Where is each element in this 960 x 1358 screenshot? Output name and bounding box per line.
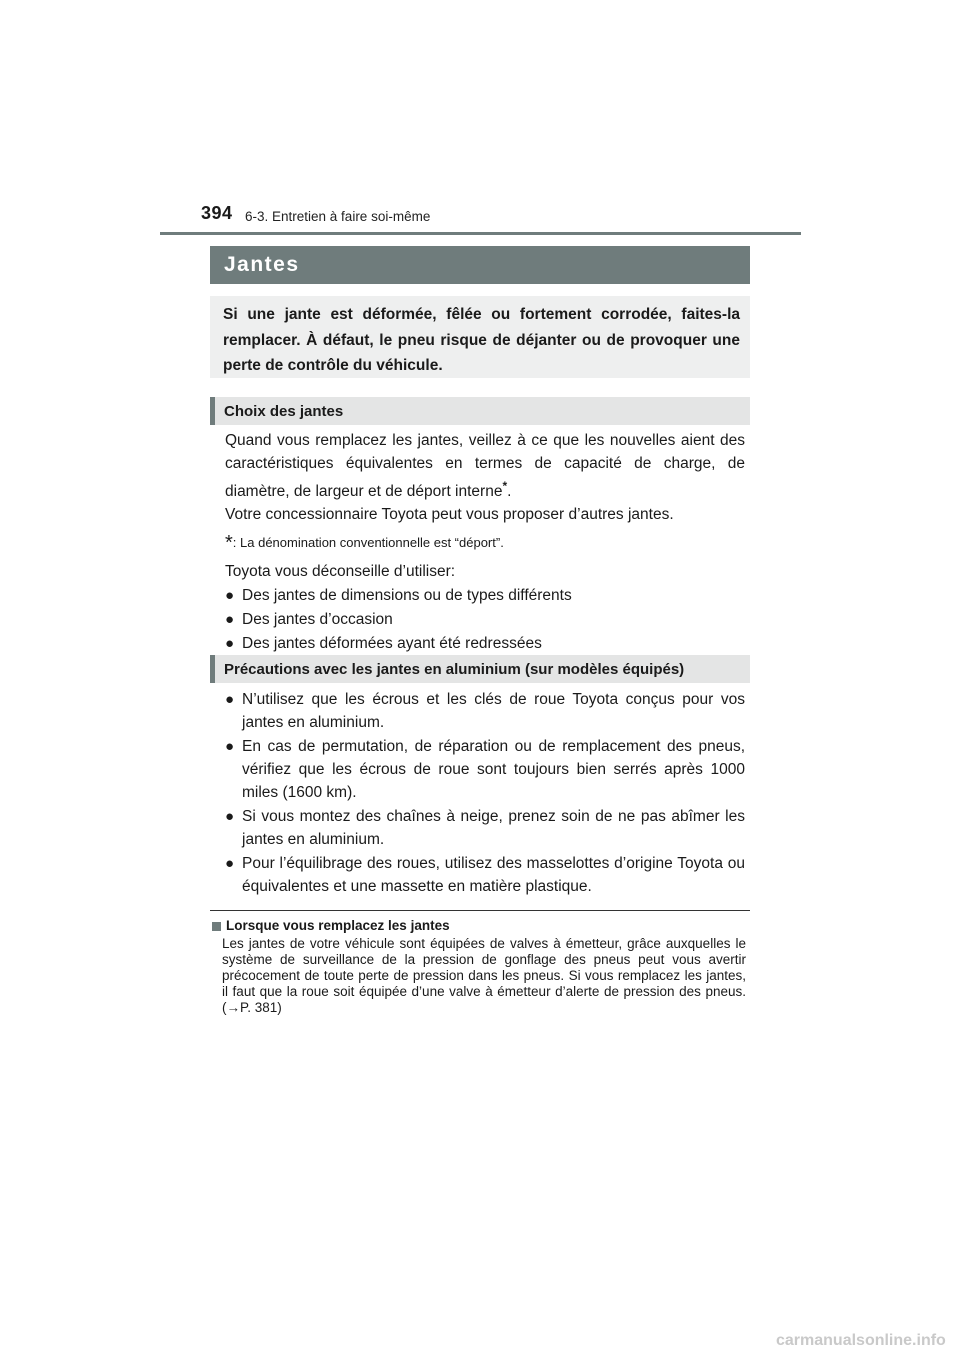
choix-paragraph-1-end: . [507,483,512,500]
bullet-icon: ● [225,611,235,628]
list-item-text: Des jantes déformées ayant été redressées [242,635,542,652]
list-item [225,805,745,851]
list-item-text: Des jantes d’occasion [242,611,393,628]
bullet-icon: ● [225,587,235,604]
list-item-text: Si vous montez des chaînes à neige, prenez soin de ne pas abîmer les jantes en aluminium. [242,808,745,848]
subheading-precautions [210,655,750,683]
note-divider [210,910,750,911]
footnote-star: * [225,532,233,554]
footnote-text: : La dénomination conventionnelle est “déport”. [232,535,504,550]
subheading-choix-label: Choix des jantes [224,402,344,420]
page-title: Jantes [224,253,300,276]
intro-text: Si une jante est déformée, fêlée ou fortement corrodée, faites-la remplacer. À défaut, le pneu risque de déjanter ou de provoquer une perte de contrôle du véhicule. [223,306,740,374]
choix-lead: Toyota vous déconseille d’utiliser: [225,563,456,580]
choix-paragraph-1 [225,429,745,503]
bullet-icon: ● [225,691,235,708]
note-title-text: Lorsque vous remplacez les jantes [226,918,450,933]
page-title-bar [210,246,750,284]
header-rule [160,232,801,235]
bullet-icon: ● [225,635,235,652]
note-block [212,918,746,1016]
section-label: 6-3. Entretien à faire soi-même [245,209,431,224]
choix-paragraph-1-text: Quand vous remplacez les jantes, veillez à ce que les nouvelles aient des caractéristiques équivalentes en termes de capacité de charge, de diamètre, de largeur et de déport interne [225,432,745,500]
subheading-choix [210,397,750,425]
list-item-text: En cas de permutation, de réparation ou de remplacement des pneus, vérifiez que les écrous de roue sont toujours bien serrés après 1000 miles (1600 km). [242,738,745,801]
footnote-marker: * [502,479,508,493]
choix-section [225,429,745,655]
list-item [225,688,745,734]
list-item [225,608,745,631]
list-item [225,852,745,898]
list-item [225,584,745,607]
subheading-precautions-label: Précautions avec les jantes en aluminium (sur modèles équipés) [224,660,685,678]
bullet-icon: ● [225,738,235,755]
square-bullet-icon [212,922,221,931]
page-number: 394 [201,203,233,223]
note-title [212,918,746,934]
footnote [225,531,745,555]
choix-paragraph-2: Votre concessionnaire Toyota peut vous proposer d’autres jantes. [225,506,674,523]
bullet-icon: ● [225,855,235,872]
list-item-text: Des jantes de dimensions ou de types différents [242,587,572,604]
list-item-text: Pour l’équilibrage des roues, utilisez des masselottes d’origine Toyota ou équivalentes et une massette en matière plastique. [242,855,745,895]
note-text: Les jantes de votre véhicule sont équipées de valves à émetteur, grâce auxquelles le système de surveillance de la pression de gonflage des pneus peut vous avertir précocement de toute perte de pression dans les pneus. Si vous remplacez les jantes, il faut que la roue soit équipée d’une valve à émetteur d’alerte de pression des pneus. (→P. 381) [222,936,746,1015]
bullet-icon: ● [225,808,235,825]
precautions-section [225,687,745,899]
watermark: carmanualsonline.info [776,1332,946,1349]
list-item [225,632,745,655]
intro-box [210,296,750,378]
list-item [225,735,745,804]
list-item-text: N’utilisez que les écrous et les clés de roue Toyota conçus pour vos jantes en aluminium. [242,691,745,731]
